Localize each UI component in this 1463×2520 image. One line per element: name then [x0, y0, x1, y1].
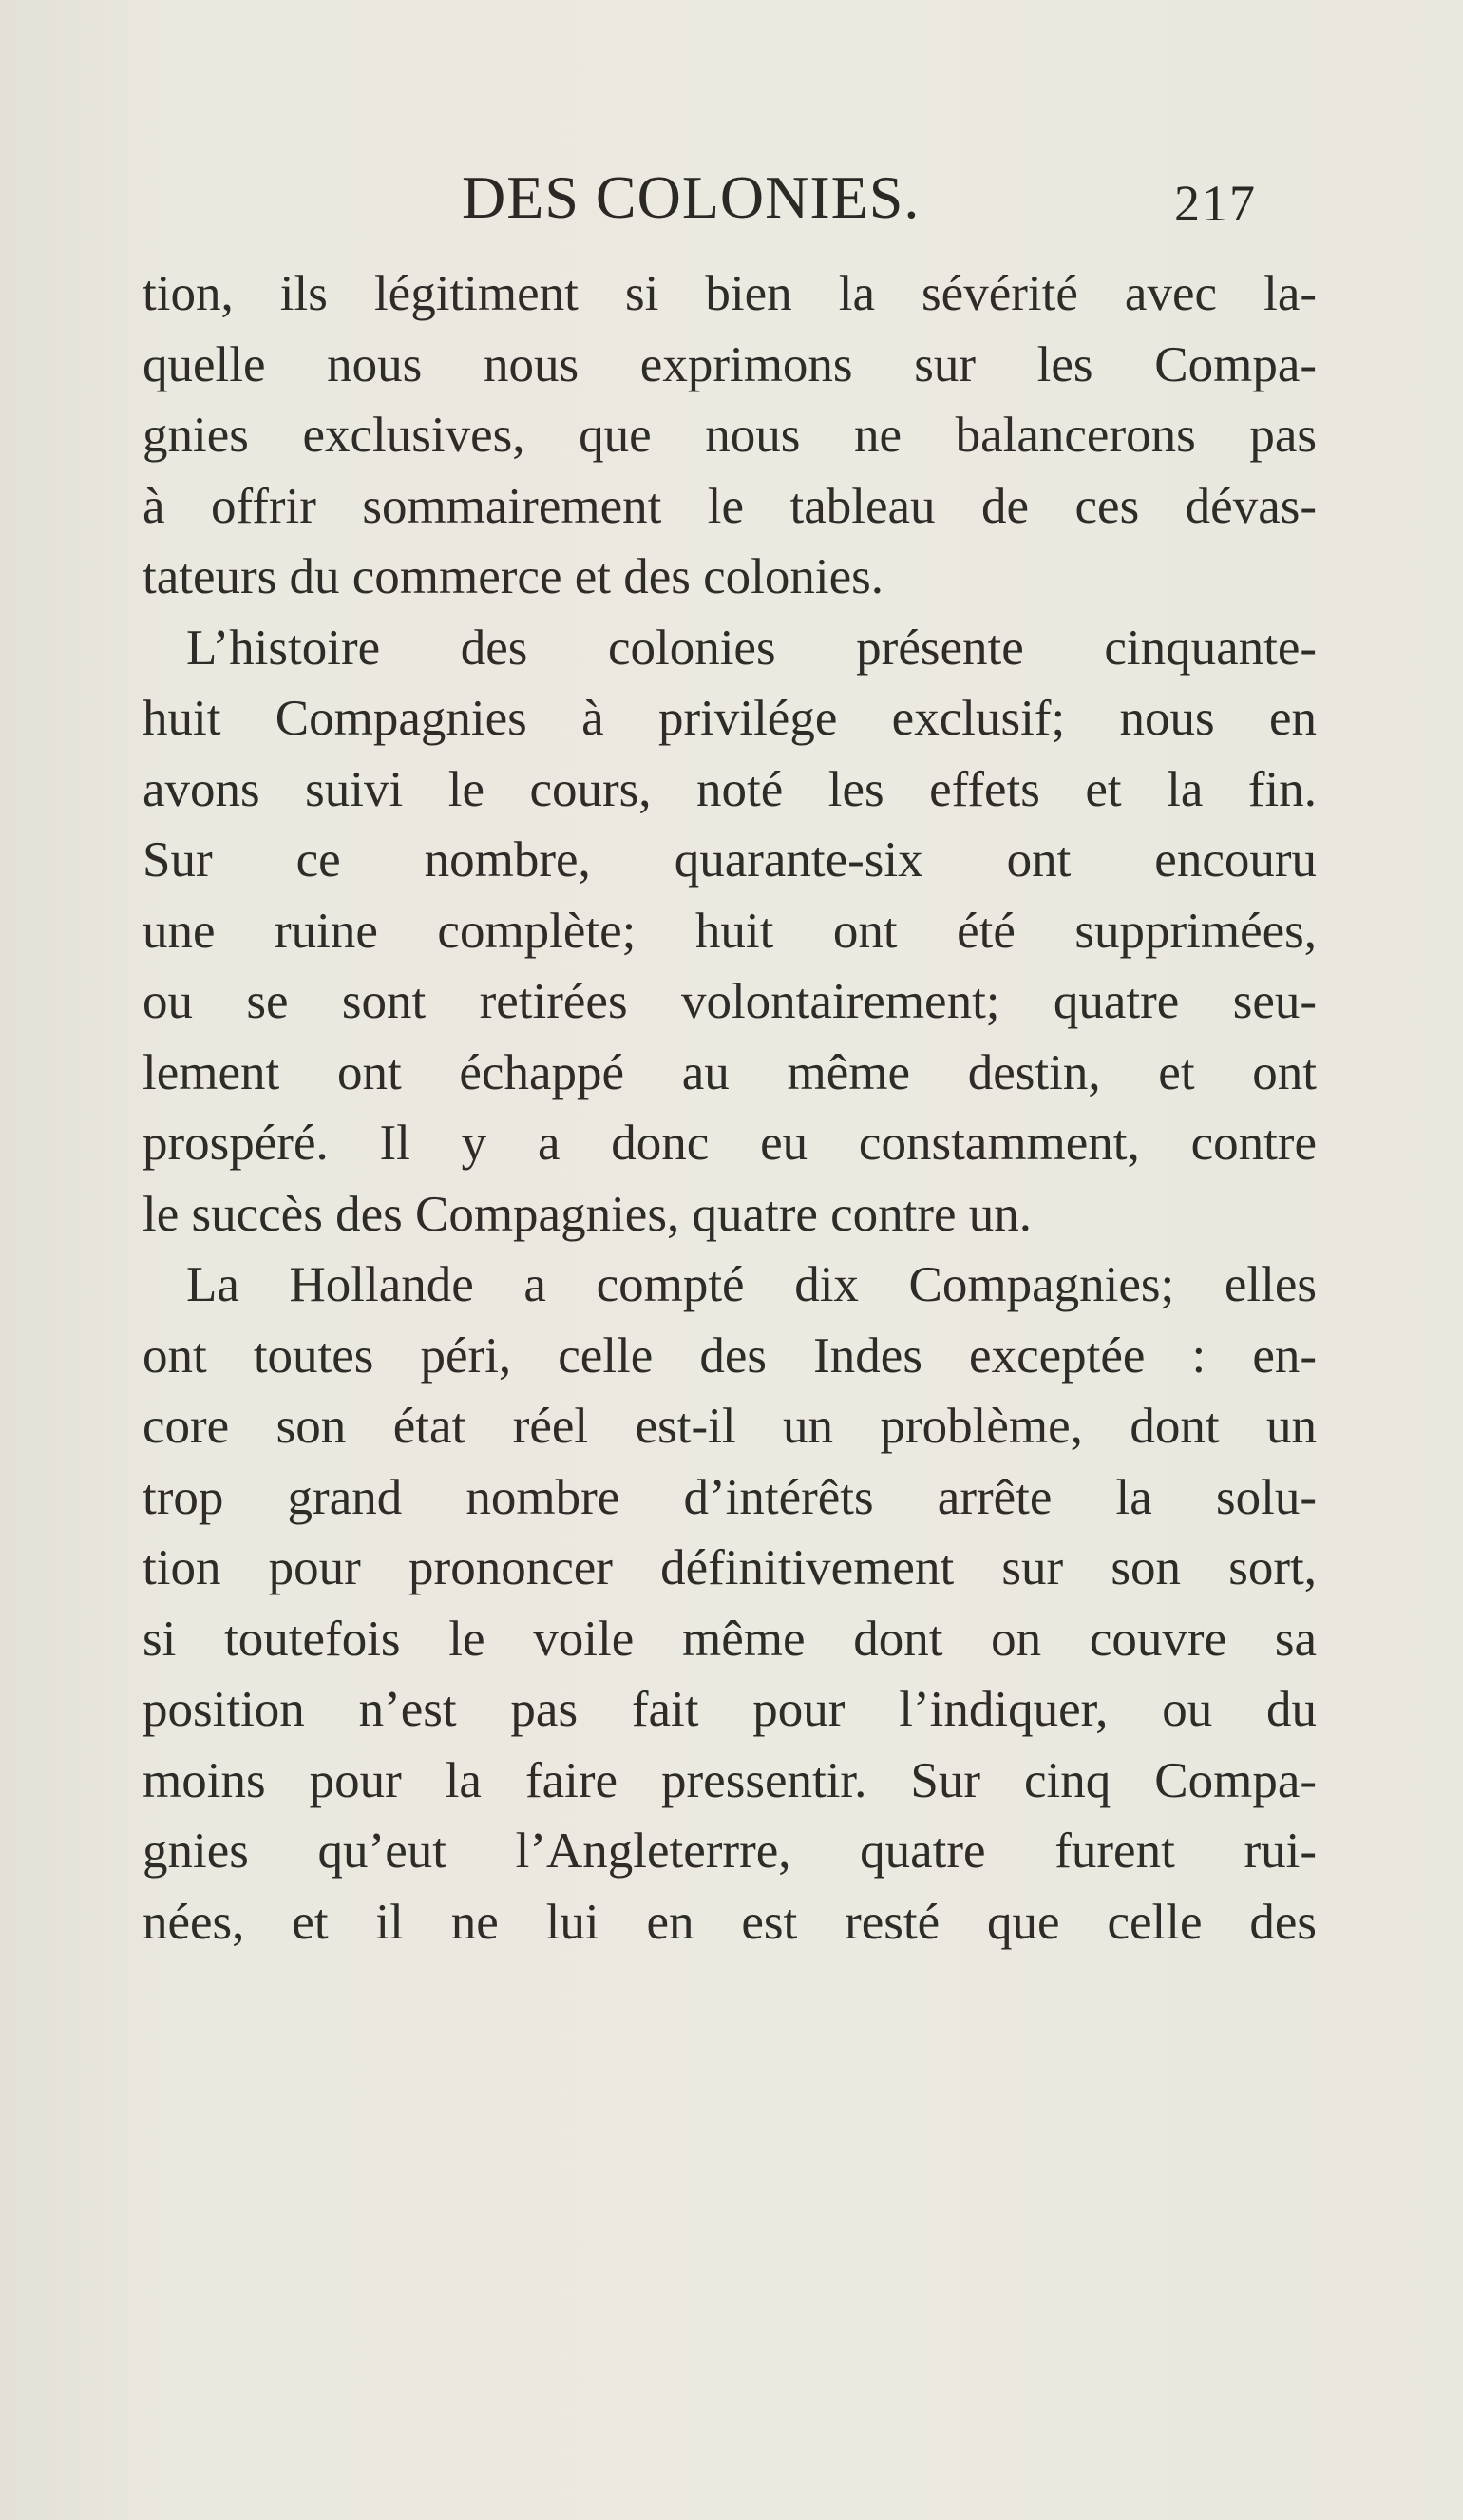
text-line: ont toutes péri, celle des Indes exceptée : en- — [142, 1327, 1317, 1384]
text-line: ou se sont retirées volontairement; quatre seu- — [142, 974, 1317, 1029]
text-line: une ruine complète; huit ont été supprimées, — [142, 903, 1317, 959]
text-line: La Hollande a compté dix Compagnies; elles — [186, 1257, 1317, 1312]
text-line: moins pour la faire pressentir. Sur cinq Compa- — [142, 1752, 1317, 1808]
text-line: avons suivi le cours, noté les effets et la fin. — [142, 761, 1317, 817]
body-text — [142, 258, 1317, 1957]
text-line: lement ont échappé au même destin, et ont — [142, 1044, 1317, 1100]
text-line: trop grand nombre d’intérêts arrête la solu- — [142, 1469, 1317, 1525]
text-line: tateurs du commerce et des colonies. — [142, 549, 884, 604]
text-line: tion, ils légitiment si bien la sévérité avec la- — [142, 266, 1317, 321]
text-line: quelle nous nous exprimons sur les Compa- — [142, 336, 1317, 392]
text-line: gnies qu’eut l’Angleterrre, quatre furent rui- — [142, 1823, 1317, 1879]
text-line: nées, et il ne lui en est resté que celle des — [142, 1894, 1317, 1950]
running-title: DES COLONIES. — [462, 163, 921, 231]
running-head — [0, 160, 1463, 236]
text-line: position n’est pas fait pour l’indiquer, ou du — [142, 1682, 1317, 1737]
text-line: prospéré. Il y a donc eu constamment, contre — [142, 1116, 1317, 1171]
text-line: le succès des Compagnies, quatre contre un. — [142, 1186, 1033, 1242]
text-line: Sur ce nombre, quarante-six ont encouru — [142, 832, 1317, 888]
text-line: gnies exclusives, que nous ne balancerons pas — [142, 408, 1317, 463]
text-line: huit Compagnies à privilége exclusif; nous en — [142, 691, 1317, 746]
text-line: tion pour prononcer définitivement sur son sort, — [142, 1540, 1317, 1595]
page-number: 217 — [1174, 175, 1257, 232]
text-line: L’histoire des colonies présente cinquante- — [186, 620, 1317, 676]
text-line: à offrir sommairement le tableau de ces dévas- — [142, 478, 1317, 534]
text-line: si toutefois le voile même dont on couvre sa — [142, 1611, 1317, 1667]
text-line: core son état réel est-il un problème, dont un — [142, 1399, 1317, 1454]
